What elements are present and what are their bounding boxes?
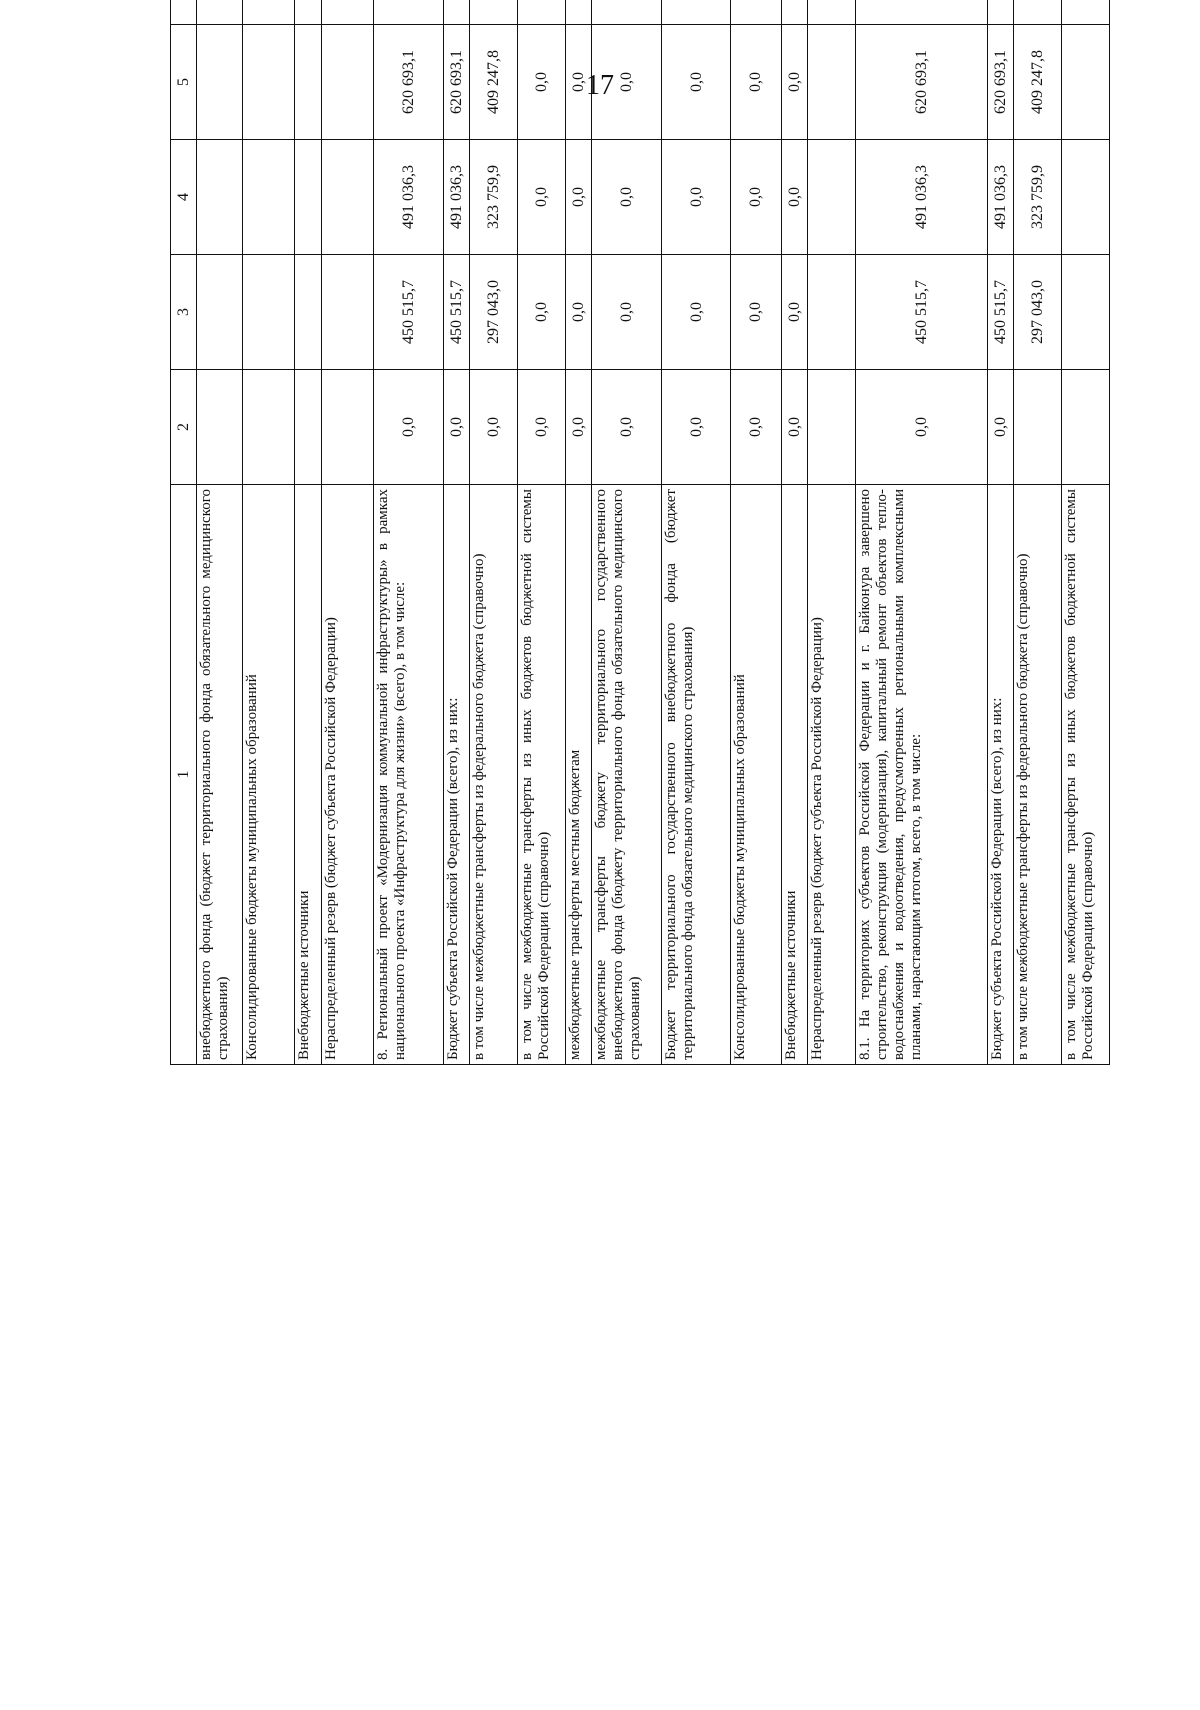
row-label: 8.1. На территориях субъектов Российской Федерации и г. Байконура завершено строительство, реконструкция (модернизация), капитальный ремонт объектов тепло-водоснабжения и водоотведения, предусмотренных региональными комплексными планами, нарастающим итогом, всего, в том числе:: [855, 485, 987, 1065]
value-cell: [808, 255, 856, 370]
value-cell: [295, 140, 321, 255]
value-cell: [731, 0, 781, 25]
value-cell: 0,0: [731, 370, 781, 485]
budget-table: [170, 0, 1110, 1065]
value-cell: 450 515,7: [987, 255, 1013, 370]
value-cell: [242, 0, 295, 25]
value-cell: 620 693,1: [987, 25, 1013, 140]
row-label: в том числе межбюджетные трансферты из иных бюджетов бюджетной системы Российской Федерации (справочно): [518, 485, 566, 1065]
table-row: [242, 0, 295, 1065]
row-label: в том числе межбюджетные трансферты из федерального бюджета (справочно): [470, 485, 518, 1065]
row-label: межбюджетные трансферты местным бюджетам: [566, 485, 592, 1065]
value-cell: 450 515,7: [374, 255, 443, 370]
value-cell: 0,0: [731, 140, 781, 255]
value-cell: [566, 0, 592, 25]
column-header: 4: [171, 140, 197, 255]
value-cell: [1014, 0, 1062, 25]
value-cell: [1062, 25, 1110, 140]
value-cell: 0,0: [781, 370, 807, 485]
row-label: Бюджет субъекта Российской Федерации (всего), из них:: [987, 485, 1013, 1065]
value-cell: [1062, 255, 1110, 370]
column-header: 5: [171, 25, 197, 140]
row-label: внебюджетного фонда (бюджет территориального фонда обязательного медицинского страхования): [197, 485, 243, 1065]
value-cell: [987, 0, 1013, 25]
table-row: [566, 0, 592, 1065]
table-row: [197, 0, 243, 1065]
value-cell: [242, 255, 295, 370]
value-cell: 0,0: [781, 25, 807, 140]
value-cell: [197, 255, 243, 370]
rotated-table: [170, 0, 1110, 1065]
column-header: 2: [171, 370, 197, 485]
value-cell: 0,0: [518, 255, 566, 370]
value-cell: [443, 0, 469, 25]
value-cell: 0,0: [566, 370, 592, 485]
value-cell: 491 036,3: [855, 140, 987, 255]
value-cell: [197, 140, 243, 255]
value-cell: [321, 370, 374, 485]
value-cell: 0,0: [566, 255, 592, 370]
table-row: [781, 0, 807, 1065]
value-cell: 0,0: [443, 370, 469, 485]
value-cell: 0,0: [566, 140, 592, 255]
value-cell: [197, 25, 243, 140]
value-cell: 297 043,0: [470, 255, 518, 370]
value-cell: 0,0: [592, 370, 661, 485]
value-cell: 491 036,3: [443, 140, 469, 255]
value-cell: 620 693,1: [443, 25, 469, 140]
value-cell: 0,0: [781, 255, 807, 370]
value-cell: [1062, 0, 1110, 25]
row-label: 8. Региональный проект «Модернизация коммунальной инфраструктуры» в рамках национального проекта «Инфраструктура для жизни» (всего), в том числе:: [374, 485, 443, 1065]
table-row: [808, 0, 856, 1065]
value-cell: [1014, 370, 1062, 485]
table-row: [592, 0, 661, 1065]
value-cell: [197, 0, 243, 25]
value-cell: 620 693,1: [374, 25, 443, 140]
value-cell: 0,0: [661, 25, 730, 140]
column-header: 1: [171, 485, 197, 1065]
value-cell: 0,0: [781, 140, 807, 255]
row-label: в том числе межбюджетные трансферты из иных бюджетов бюджетной системы Российской Федерации (справочно): [1062, 485, 1110, 1065]
table-body: [197, 0, 1110, 1065]
value-cell: 0,0: [566, 25, 592, 140]
value-cell: [197, 370, 243, 485]
value-cell: [321, 25, 374, 140]
value-cell: 0,0: [855, 370, 987, 485]
value-cell: [592, 0, 661, 25]
value-cell: 0,0: [470, 370, 518, 485]
page-number: 17: [586, 70, 614, 101]
value-cell: 0,0: [518, 140, 566, 255]
value-cell: 620 693,1: [855, 25, 987, 140]
table-row: [443, 0, 469, 1065]
value-cell: [295, 255, 321, 370]
table-row: [661, 0, 730, 1065]
value-cell: 0,0: [374, 370, 443, 485]
table-row: [987, 0, 1013, 1065]
table-row: [470, 0, 518, 1065]
value-cell: [808, 25, 856, 140]
row-label: Консолидированные бюджеты муниципальных образований: [731, 485, 781, 1065]
table-row: [295, 0, 321, 1065]
row-label: Внебюджетные источники: [295, 485, 321, 1065]
value-cell: 297 043,0: [1014, 255, 1062, 370]
value-cell: [295, 370, 321, 485]
value-cell: [242, 140, 295, 255]
table-row: [374, 0, 443, 1065]
row-label: Нераспределенный резерв (бюджет субъекта Российской Федерации): [808, 485, 856, 1065]
value-cell: [321, 0, 374, 25]
row-label: Бюджет территориального государственного внебюджетного фонда (бюджет территориального фонда обязательного медицинского страхования): [661, 485, 730, 1065]
value-cell: [1062, 370, 1110, 485]
value-cell: [808, 370, 856, 485]
value-cell: 0,0: [518, 370, 566, 485]
value-cell: [374, 0, 443, 25]
value-cell: [855, 0, 987, 25]
value-cell: 450 515,7: [855, 255, 987, 370]
value-cell: 323 759,9: [470, 140, 518, 255]
value-cell: [661, 0, 730, 25]
value-cell: [242, 25, 295, 140]
row-label: Консолидированные бюджеты муниципальных образований: [242, 485, 295, 1065]
row-label: межбюджетные трансферты бюджету территориального государственного внебюджетного фонда (бюджету территориального фонда обязательного медицинского страхования): [592, 485, 661, 1065]
value-cell: 491 036,3: [987, 140, 1013, 255]
table-row: [855, 0, 987, 1065]
value-cell: [470, 0, 518, 25]
row-label: Нераспределенный резерв (бюджет субъекта Российской Федерации): [321, 485, 374, 1065]
row-label: в том числе межбюджетные трансферты из федерального бюджета (справочно): [1014, 485, 1062, 1065]
value-cell: 323 759,9: [1014, 140, 1062, 255]
value-cell: [295, 0, 321, 25]
value-cell: [295, 25, 321, 140]
value-cell: [242, 370, 295, 485]
row-label: Бюджет субъекта Российской Федерации (всего), из них:: [443, 485, 469, 1065]
table-row: [321, 0, 374, 1065]
value-cell: 0,0: [987, 370, 1013, 485]
table-row: [518, 0, 566, 1065]
value-cell: [321, 140, 374, 255]
row-label: Внебюджетные источники: [781, 485, 807, 1065]
value-cell: 491 036,3: [374, 140, 443, 255]
value-cell: 0,0: [661, 255, 730, 370]
value-cell: 0,0: [661, 370, 730, 485]
column-header: [171, 0, 197, 25]
table-row: [1014, 0, 1062, 1065]
value-cell: 0,0: [592, 25, 661, 140]
value-cell: [808, 0, 856, 25]
value-cell: 0,0: [518, 25, 566, 140]
value-cell: 409 247,8: [470, 25, 518, 140]
header-row: [171, 0, 197, 1065]
value-cell: 450 515,7: [443, 255, 469, 370]
value-cell: 0,0: [731, 25, 781, 140]
value-cell: [808, 140, 856, 255]
value-cell: 0,0: [731, 255, 781, 370]
value-cell: [1062, 140, 1110, 255]
value-cell: 0,0: [592, 255, 661, 370]
value-cell: 0,0: [592, 140, 661, 255]
value-cell: 0,0: [661, 140, 730, 255]
table-row: [731, 0, 781, 1065]
value-cell: [781, 0, 807, 25]
value-cell: 409 247,8: [1014, 25, 1062, 140]
column-header: 3: [171, 255, 197, 370]
value-cell: [518, 0, 566, 25]
table-row: [1062, 0, 1110, 1065]
value-cell: [321, 255, 374, 370]
